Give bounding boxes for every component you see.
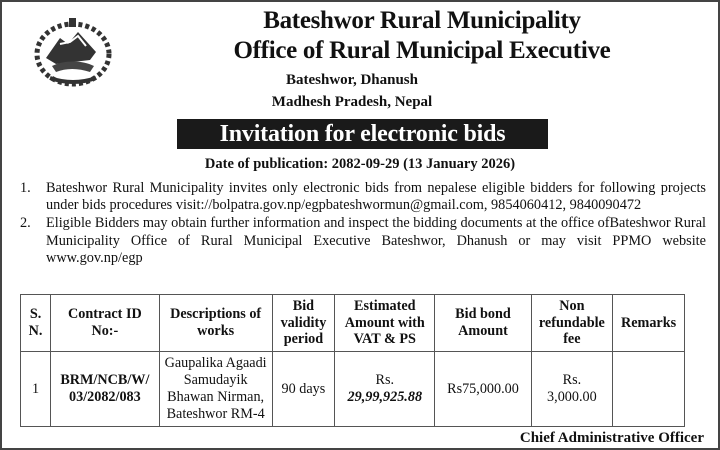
signatory: Chief Administrative Officer [519, 430, 704, 446]
cell-fee [531, 352, 612, 427]
table-row [21, 352, 685, 427]
nepal-government-emblem-icon [30, 14, 116, 90]
notice-item [18, 180, 706, 214]
item-number: 1. [20, 180, 31, 196]
cell-sn: 1 [21, 352, 51, 427]
header-contract-id: Contract ID No:- [51, 295, 160, 352]
header-estimated-amount: Estimated Amount with VAT & PS [335, 295, 435, 352]
header-remarks: Remarks [613, 295, 685, 352]
bids-table [20, 294, 685, 427]
estimated-amount-prefix: Rs. [375, 372, 395, 389]
cell-bid-bond: Rs75,000.00 [435, 352, 531, 427]
notice-item [18, 215, 706, 267]
municipality-name: Bateshwor Rural Municipality [263, 7, 581, 34]
cell-contract-id: BRM/NCB/W/ 03/2082/083 [51, 352, 160, 427]
item-text: Bateshwor Rural Municipality invites only electronic bids from nepalese eligible bidders for following projects under bids procedures visit://bolpatra.gov.np/egpbateshwormun@gmail.com, 9854060412, 9840090472 [46, 180, 706, 214]
table-header-row [21, 295, 685, 352]
fee-prefix: Rs. [562, 372, 582, 389]
fee-value: 3,000.00 [547, 389, 597, 405]
header-description: Descriptions of works [159, 295, 272, 352]
cell-estimated-amount [335, 352, 435, 427]
header-bid-validity: Bid validity period [272, 295, 335, 352]
header-bid-bond: Bid bond Amount [435, 295, 531, 352]
cell-bid-validity: 90 days [272, 352, 335, 427]
address-line-2: Madhesh Pradesh, Nepal [271, 94, 433, 110]
office-name: Office of Rural Municipal Executive [233, 37, 611, 64]
publication-date: Date of publication: 2082-09-29 (13 January 2026) [204, 156, 516, 172]
item-number: 2. [20, 215, 31, 232]
notice-title: Invitation for electronic bids [177, 119, 548, 149]
address-line-1: Bateshwor, Dhanush [286, 72, 418, 88]
header-sn: S. N. [21, 295, 51, 352]
estimated-amount-value: 29,99,925.88 [347, 389, 423, 405]
cell-remarks [613, 352, 685, 427]
header-fee: Non refundable fee [531, 295, 612, 352]
cell-description: Gaupalika Agaadi Samudayik Bhawan Nirman, Bateshwor RM-4 [159, 352, 272, 427]
notice-items [18, 180, 706, 267]
item-text: Eligible Bidders may obtain further information and inspect the bidding documents at the office ofBateshwor Rural Municipality Office of Rural Municipal Executive Bateshwor, Dhanush or may visit PPMO website www.gov.np/egp [46, 215, 707, 266]
